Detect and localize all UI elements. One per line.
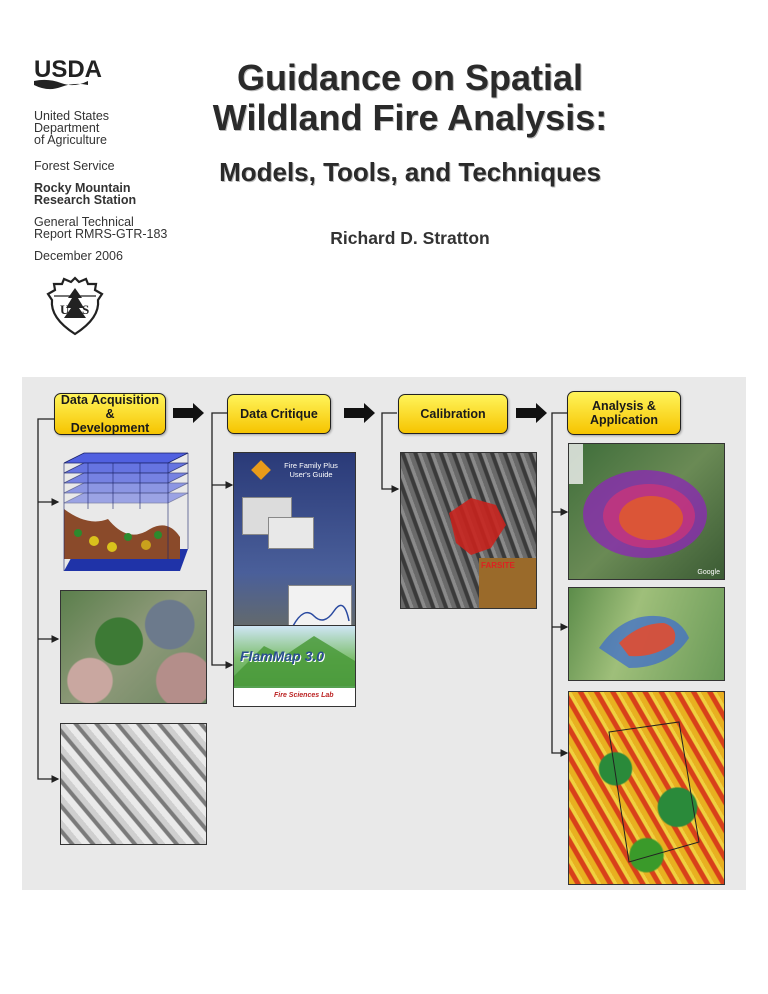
shaded-relief-image: [60, 723, 207, 845]
usda-logo: [34, 54, 103, 88]
flammap-image: [233, 625, 356, 707]
stage-label: Application: [589, 413, 659, 427]
stage-calibration: [398, 394, 508, 434]
analysis-map-image: [568, 443, 725, 580]
page-title: [150, 58, 670, 138]
stage-label: Calibration: [420, 407, 486, 421]
title-line: Guidance on Spatial: [236, 57, 584, 98]
guide-logo-icon: [251, 460, 271, 480]
forest-service-shield-icon: [46, 276, 104, 336]
google-label: Google: [697, 569, 720, 576]
agency-line: of Agriculture: [34, 133, 107, 147]
report-line: Report RMRS-GTR-183: [34, 227, 168, 241]
agency-line: Department: [34, 121, 100, 135]
data-layers-cube-image: [58, 449, 190, 577]
flammap-title: FlamMap 3.0: [240, 648, 325, 664]
satellite-image: [60, 590, 207, 704]
service-name: Forest Service: [34, 159, 115, 173]
calibration-image: [400, 452, 537, 609]
report-line: General Technical: [34, 215, 134, 229]
workflow-figure: [22, 377, 746, 890]
stage-data-acquisition: [54, 393, 166, 435]
guide-title: [276, 461, 346, 479]
svg-text:U: U: [60, 302, 70, 317]
guide-screenshot: [268, 517, 314, 549]
stage-label: Analysis &: [592, 399, 656, 413]
firefamily-guide-image: [233, 452, 356, 654]
stage-label: Data Critique: [240, 407, 318, 421]
station-line: Research Station: [34, 193, 137, 207]
fire-behavior-image: [568, 691, 725, 885]
fire-spread-image: [568, 587, 725, 681]
usda-logo-text: USDA: [34, 56, 103, 83]
guide-title-line: User's Guide: [289, 470, 333, 479]
stage-label: Data Acquisition &: [60, 393, 160, 421]
agency-line: United States: [34, 109, 110, 123]
guide-title-line: Fire Family Plus: [284, 461, 338, 470]
title-line: Wildland Fire Analysis:: [212, 97, 608, 138]
subtitle: Models, Tools, and Techniques: [219, 157, 601, 187]
stage-label: Development: [70, 421, 150, 435]
stage-analysis: [567, 391, 681, 435]
stage-data-critique: [227, 394, 331, 434]
report-date: December 2006: [34, 249, 123, 263]
station-line: Rocky Mountain: [34, 181, 131, 195]
agency-info: [34, 110, 167, 262]
author: Richard D. Stratton: [330, 228, 490, 248]
svg-text:S: S: [82, 302, 90, 317]
farsite-label: FARSITE: [481, 561, 515, 570]
lab-label: Fire Sciences Lab: [274, 692, 334, 699]
